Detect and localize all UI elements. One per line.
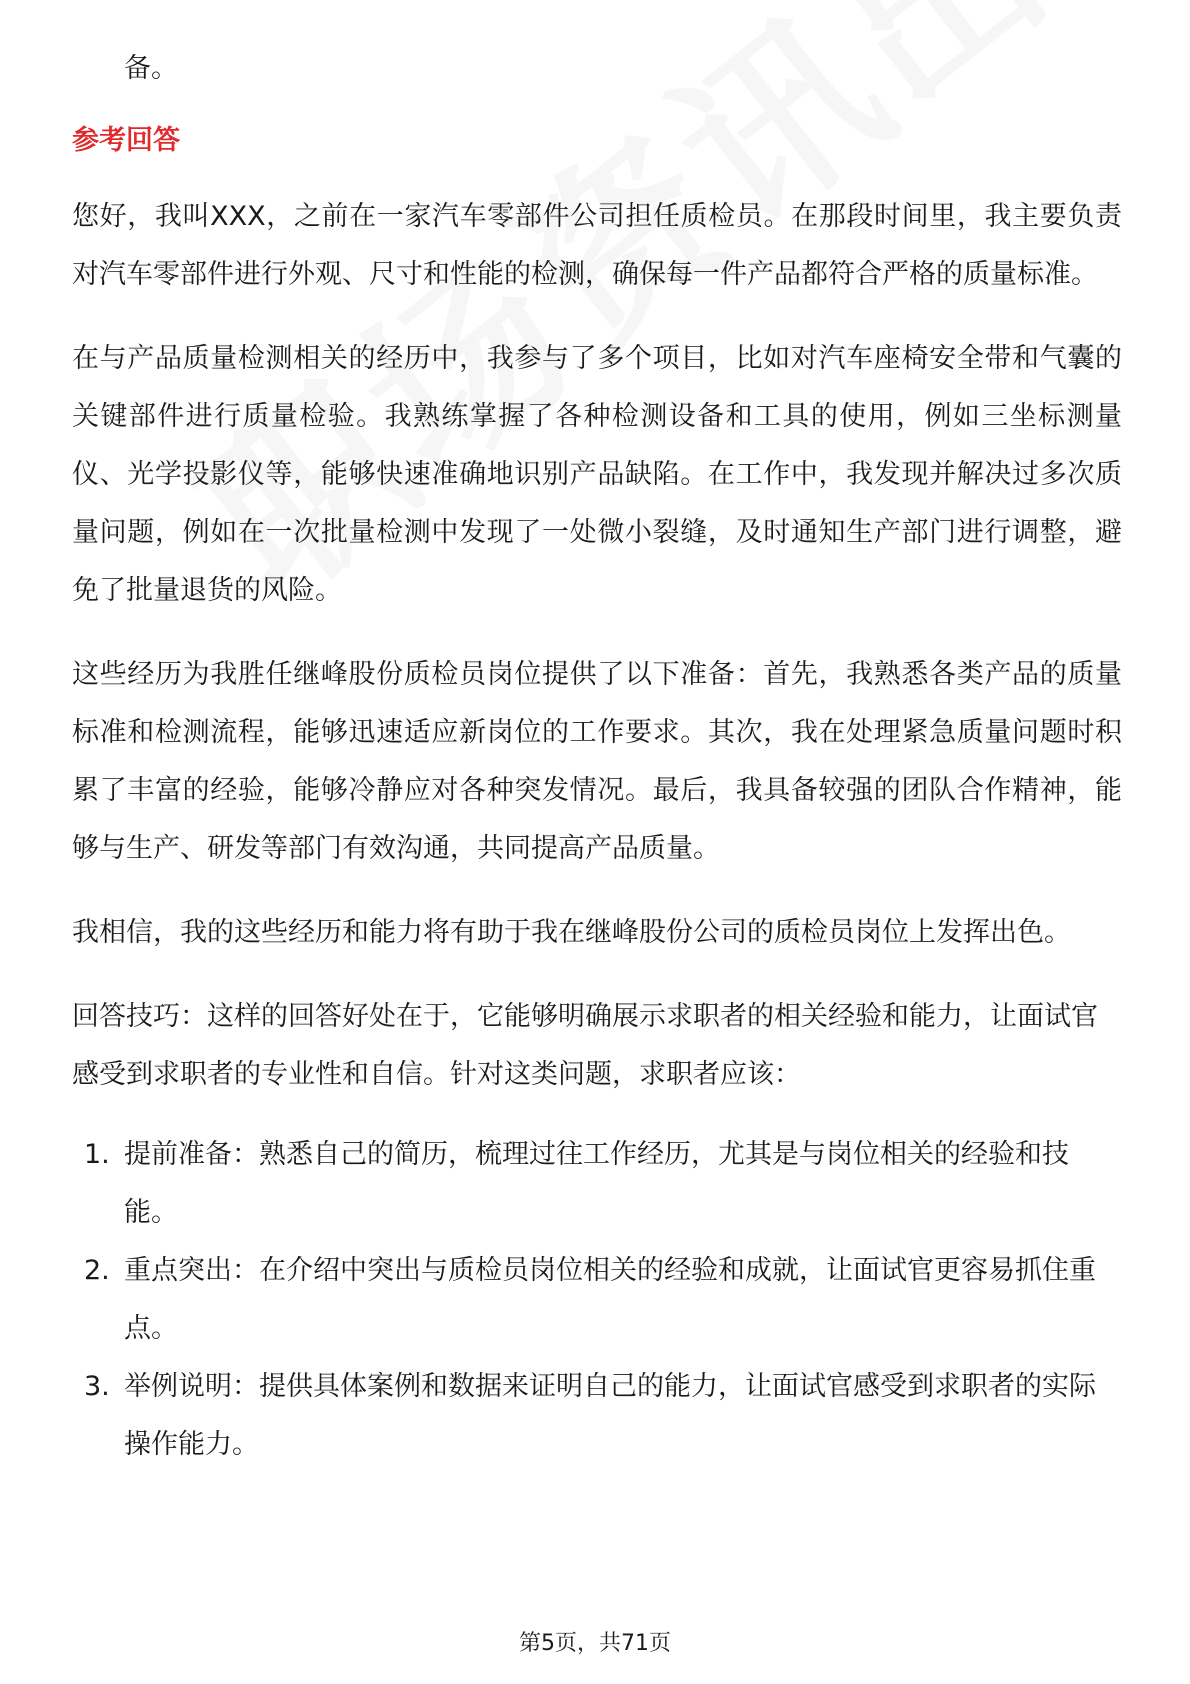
answer-paragraph-conclusion: 我相信，我的这些经历和能力将有助于我在继峰股份公司的质检员岗位上发挥出色。 [72,917,1071,948]
list-item-number: 3. [84,1371,110,1402]
list-item-number: 2. [84,1255,110,1286]
tips-list [72,1126,1122,1474]
answer-tips: 回答技巧：这样的回答好处在于，它能够明确展示求职者的相关经验和能力，让面试官感受到求职者的专业性和自信。针对这类问题，求职者应该： [72,1001,1098,1090]
list-item-text: 举例说明：提供具体案例和数据来证明自己的能力，让面试官感受到求职者的实际操作能力。 [124,1371,1096,1460]
list-item-number: 1. [84,1139,110,1170]
answer-paragraph-preparation: 这些经历为我胜任继峰股份质检员岗位提供了以下准备：首先，我熟悉各类产品的质量标准和检测流程，能够迅速适应新岗位的工作要求。其次，我在处理紧急质量问题时积累了丰富的经验，能够冷静应对各种突发情况。最后，我具备较强的团队合作精神，能够与生产、研发等部门有效沟通，共同提高产品质量。 [72,659,1122,864]
list-item [72,1126,1122,1242]
continued-text: 备。 [124,53,178,84]
list-item [72,1358,1122,1474]
page-footer: 第5页，共71页 [519,1631,671,1656]
list-item-text: 提前准备：熟悉自己的简历，梳理过往工作经历，尤其是与岗位相关的经验和技能。 [124,1139,1069,1228]
list-item [72,1242,1122,1358]
document-page [72,40,1122,1474]
section-heading-reference-answer: 参考回答 [72,125,180,156]
answer-paragraph-experience: 在与产品质量检测相关的经历中，我参与了多个项目，比如对汽车座椅安全带和气囊的关键部件进行质量检验。我熟练掌握了各种检测设备和工具的使用，例如三坐标测量仪、光学投影仪等，能够快速准确地识别产品缺陷。在工作中，我发现并解决过多次质量问题，例如在一次批量检测中发现了一处微小裂缝，及时通知生产部门进行调整，避免了批量退货的风险。 [72,343,1122,606]
list-item-text: 重点突出：在介绍中突出与质检员岗位相关的经验和成就，让面试官更容易抓住重点。 [124,1255,1096,1344]
answer-paragraph-intro: 您好，我叫XXX，之前在一家汽车零部件公司担任质检员。在那段时间里，我主要负责对汽车零部件进行外观、尺寸和性能的检测，确保每一件产品都符合严格的质量标准。 [72,201,1122,290]
